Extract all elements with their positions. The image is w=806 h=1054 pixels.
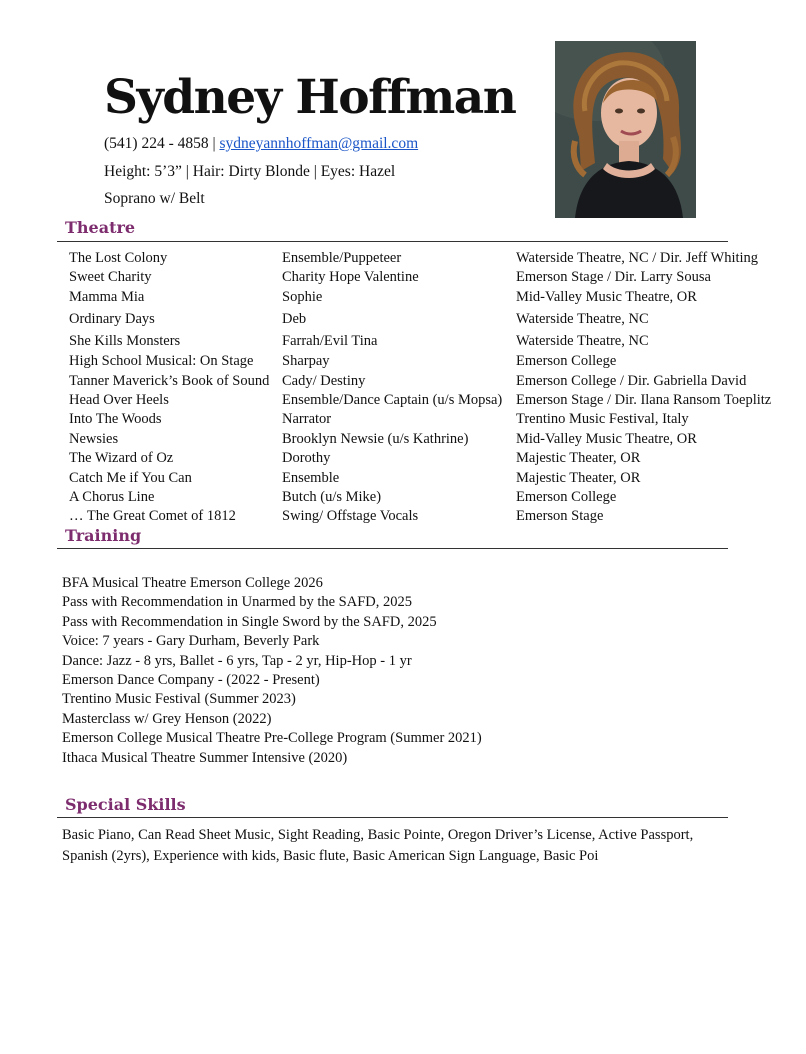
training-list	[62, 574, 482, 768]
role-name: Ensemble/Puppeteer	[282, 250, 402, 266]
venue-director: Waterside Theatre, NC / Dir. Jeff Whiting	[516, 250, 759, 266]
role-name: Dorothy	[282, 450, 331, 467]
show-title: Into The Woods	[69, 411, 162, 428]
venue-director: Majestic Theater, OR	[516, 469, 641, 486]
skills-line: Spanish (2yrs), Experience with kids, Basic flute, Basic American Sign Language, Basic Poi	[62, 847, 599, 864]
email-link[interactable]: sydneyannhoffman@gmail.com	[219, 135, 419, 152]
role-name: Ensemble/Dance Captain (u/s Mopsa)	[282, 391, 503, 408]
role-name: Sharpay	[282, 353, 330, 370]
voice-type: Soprano w/ Belt	[104, 190, 205, 207]
venue-director: Mid-Valley Music Theatre, OR	[516, 430, 697, 447]
venue-director: Emerson Stage	[516, 508, 604, 525]
venue-director: Emerson Stage / Dir. Larry Sousa	[516, 269, 711, 286]
credit-row	[69, 249, 789, 268]
role-name: Brooklyn Newsie (u/s Kathrine)	[282, 430, 469, 447]
show-title: Mamma Mia	[69, 288, 145, 305]
training-item: Masterclass w/ Grey Henson (2022)	[62, 710, 272, 727]
role-name: Farrah/Evil Tina	[282, 333, 378, 350]
show-title: A Chorus Line	[69, 488, 155, 505]
show-title: Head Over Heels	[69, 391, 169, 408]
role-name: Narrator	[282, 411, 332, 428]
training-item: Trentino Music Festival (Summer 2023)	[62, 691, 296, 708]
credit-row	[69, 268, 789, 287]
role-name: Swing/ Offstage Vocals	[282, 508, 419, 525]
phone-number: (541) 224 - 4858 |	[104, 135, 216, 152]
venue-director: Emerson College	[516, 488, 617, 505]
credit-row	[69, 488, 789, 507]
show-title: Sweet Charity	[69, 269, 152, 286]
show-title: The Lost Colony	[69, 250, 168, 266]
venue-director: Trentino Music Festival, Italy	[516, 411, 689, 428]
training-item: Ithaca Musical Theatre Summer Intensive (2020)	[62, 749, 348, 766]
credit-row	[69, 372, 789, 391]
venue-director: Emerson College / Dir. Gabriella David	[516, 372, 747, 389]
credit-row	[69, 507, 789, 526]
training-item: Pass with Recommendation in Single Sword by the SAFD, 2025	[62, 613, 437, 630]
physical-stats: Height: 5’3” | Hair: Dirty Blonde | Eyes: Hazel	[104, 163, 396, 180]
credit-row	[69, 307, 789, 331]
show-title: She Kills Monsters	[69, 333, 181, 350]
contact-line	[104, 135, 418, 153]
theatre-heading: Theatre	[65, 218, 136, 237]
show-title: … The Great Comet of 1812	[69, 508, 236, 525]
training-item: Pass with Recommendation in Unarmed by the SAFD, 2025	[62, 594, 412, 611]
venue-director: Waterside Theatre, NC	[516, 333, 649, 350]
training-item: Emerson Dance Company - (2022 - Present)	[62, 671, 320, 688]
credit-row	[69, 288, 789, 307]
credit-row	[69, 352, 789, 371]
show-title: The Wizard of Oz	[69, 450, 174, 467]
theatre-divider	[57, 241, 728, 242]
show-title: Catch Me if You Can	[69, 469, 192, 486]
role-name: Ensemble	[282, 469, 340, 486]
credit-row	[69, 469, 789, 488]
special-skills-heading: Special Skills	[65, 795, 186, 814]
venue-director: Emerson College	[516, 353, 617, 370]
credit-row	[69, 391, 789, 410]
special-skills-text	[62, 825, 742, 866]
skills-divider	[57, 817, 728, 818]
training-item: BFA Musical Theatre Emerson College 2026	[62, 575, 323, 591]
show-title: High School Musical: On Stage	[69, 353, 254, 370]
training-item: Emerson College Musical Theatre Pre-College Program (Summer 2021)	[62, 730, 482, 747]
training-divider	[57, 548, 728, 549]
credit-row	[69, 449, 789, 468]
show-title: Ordinary Days	[69, 311, 155, 328]
venue-director: Mid-Valley Music Theatre, OR	[516, 288, 697, 305]
show-title: Newsies	[69, 430, 119, 447]
role-name: Charity Hope Valentine	[282, 269, 419, 286]
credit-row	[69, 410, 789, 429]
venue-director: Waterside Theatre, NC	[516, 311, 649, 328]
role-name: Deb	[282, 311, 307, 328]
credit-row	[69, 430, 789, 449]
performer-name: Sydney Hoffman	[104, 70, 516, 125]
role-name: Butch (u/s Mike)	[282, 488, 382, 505]
role-name: Cady/ Destiny	[282, 372, 366, 389]
venue-director: Emerson Stage / Dir. Ilana Ransom Toeplitz	[516, 391, 772, 408]
show-title: Tanner Maverick’s Book of Sound	[69, 372, 270, 389]
training-item: Voice: 7 years - Gary Durham, Beverly Park	[62, 633, 320, 650]
venue-director: Majestic Theater, OR	[516, 450, 641, 467]
role-name: Sophie	[282, 288, 323, 305]
theatre-credits	[69, 249, 789, 527]
headshot-photo	[555, 41, 696, 218]
credit-row	[69, 331, 789, 352]
training-item: Dance: Jazz - 8 yrs, Ballet - 6 yrs, Tap - 2 yr, Hip-Hop - 1 yr	[62, 652, 412, 669]
skills-line: Basic Piano, Can Read Sheet Music, Sight Reading, Basic Pointe, Oregon Driver’s License, Active Passport,	[62, 827, 694, 843]
training-heading: Training	[65, 526, 142, 545]
